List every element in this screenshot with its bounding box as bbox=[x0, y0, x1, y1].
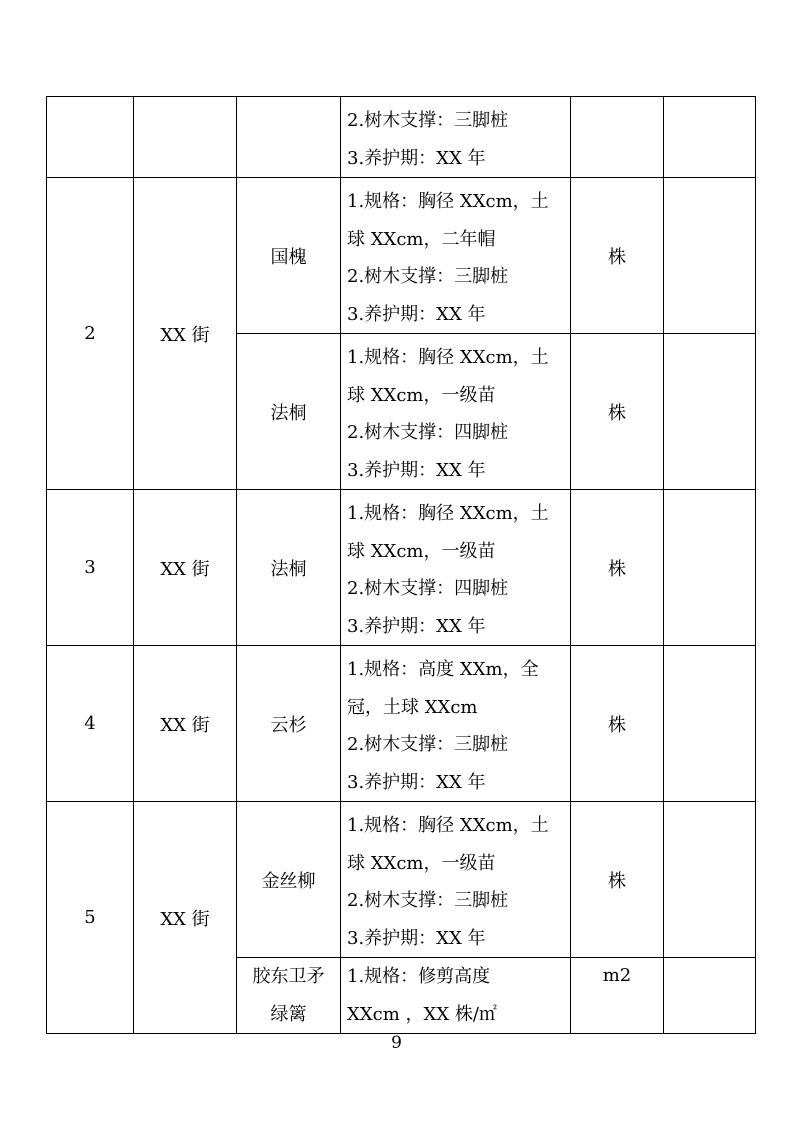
unit-cell: 株 bbox=[571, 802, 664, 958]
spec-line: 2.树木支撑：三脚桩 bbox=[347, 110, 509, 131]
spec-line: 3.养护期：XX 年 bbox=[347, 615, 486, 637]
spec-line: 1.规格：胸径 XXcm，土 bbox=[347, 191, 549, 212]
street-cell: XX 街 bbox=[134, 490, 237, 646]
spec-line: 3.养护期：XX 年 bbox=[347, 147, 486, 169]
plant-name-cell: 法桐 bbox=[237, 490, 341, 646]
spec-line: 1.规格：胸径 XXcm，土 bbox=[347, 815, 549, 836]
index-cell: 5 bbox=[47, 802, 134, 1034]
street-cell: XX 街 bbox=[134, 646, 237, 802]
plant-name-cell: 云杉 bbox=[237, 646, 341, 802]
spec-line: 2.树木支撑：四脚桩 bbox=[347, 422, 509, 443]
index-cell bbox=[47, 97, 134, 178]
specification-cell bbox=[341, 178, 571, 334]
table-row bbox=[47, 178, 756, 334]
table-row bbox=[47, 646, 756, 802]
index-cell: 2 bbox=[47, 178, 134, 490]
plant-name-line: 胶东卫矛 bbox=[252, 966, 325, 987]
spec-line: 球 XXcm，二年帽 bbox=[347, 228, 496, 250]
spec-line: 1.规格：胸径 XXcm，土 bbox=[347, 503, 549, 524]
index-cell: 3 bbox=[47, 490, 134, 646]
extra-cell bbox=[664, 646, 756, 802]
spec-line: 球 XXcm，一级苗 bbox=[347, 852, 496, 874]
specification-cell bbox=[341, 334, 571, 490]
spec-line: 冠，土球 XXcm bbox=[347, 696, 478, 718]
spec-line: 3.养护期：XX 年 bbox=[347, 459, 486, 481]
spec-line: 球 XXcm，一级苗 bbox=[347, 540, 496, 562]
extra-cell bbox=[664, 97, 756, 178]
unit-cell: m2 bbox=[571, 958, 664, 1034]
plant-name-cell: 金丝柳 bbox=[237, 802, 341, 958]
table-row bbox=[47, 490, 756, 646]
table-row bbox=[47, 802, 756, 958]
specification-cell bbox=[341, 802, 571, 958]
spec-line: 2.树木支撑：三脚桩 bbox=[347, 890, 509, 911]
table-row bbox=[47, 97, 756, 178]
plant-name-line: 绿篱 bbox=[270, 1003, 307, 1025]
spec-line: 1.规格：胸径 XXcm，土 bbox=[347, 347, 549, 368]
street-cell bbox=[134, 97, 237, 178]
spec-line: 1.规格：高度 XXm，全 bbox=[347, 659, 539, 680]
extra-cell bbox=[664, 334, 756, 490]
unit-cell: 株 bbox=[571, 490, 664, 646]
specification-cell bbox=[341, 97, 571, 178]
spec-line: 3.养护期：XX 年 bbox=[347, 927, 486, 949]
extra-cell bbox=[664, 178, 756, 334]
extra-cell bbox=[664, 490, 756, 646]
spec-line: 2.树木支撑：三脚桩 bbox=[347, 734, 509, 755]
spec-line: XXcm ，XX 株/㎡ bbox=[347, 1003, 497, 1025]
unit-cell bbox=[571, 97, 664, 178]
extra-cell bbox=[664, 802, 756, 958]
plant-spec-table bbox=[46, 96, 756, 1034]
plant-name-cell bbox=[237, 958, 341, 1034]
page-number: 9 bbox=[391, 1033, 402, 1053]
unit-cell: 株 bbox=[571, 646, 664, 802]
spec-line: 3.养护期：XX 年 bbox=[347, 303, 486, 325]
street-cell: XX 街 bbox=[134, 802, 237, 1034]
specification-cell bbox=[341, 958, 571, 1034]
spec-line: 2.树木支撑：四脚桩 bbox=[347, 578, 509, 599]
spec-line: 2.树木支撑：三脚桩 bbox=[347, 266, 509, 287]
specification-cell bbox=[341, 490, 571, 646]
spec-line: 1.规格：修剪高度 bbox=[347, 966, 491, 987]
plant-name-cell bbox=[237, 97, 341, 178]
unit-cell: 株 bbox=[571, 178, 664, 334]
index-cell: 4 bbox=[47, 646, 134, 802]
street-cell: XX 街 bbox=[134, 178, 237, 490]
extra-cell bbox=[664, 958, 756, 1034]
plant-name-cell: 国槐 bbox=[237, 178, 341, 334]
plant-name-cell: 法桐 bbox=[237, 334, 341, 490]
specification-cell bbox=[341, 646, 571, 802]
unit-cell: 株 bbox=[571, 334, 664, 490]
spec-line: 3.养护期：XX 年 bbox=[347, 771, 486, 793]
spec-line: 球 XXcm，一级苗 bbox=[347, 384, 496, 406]
